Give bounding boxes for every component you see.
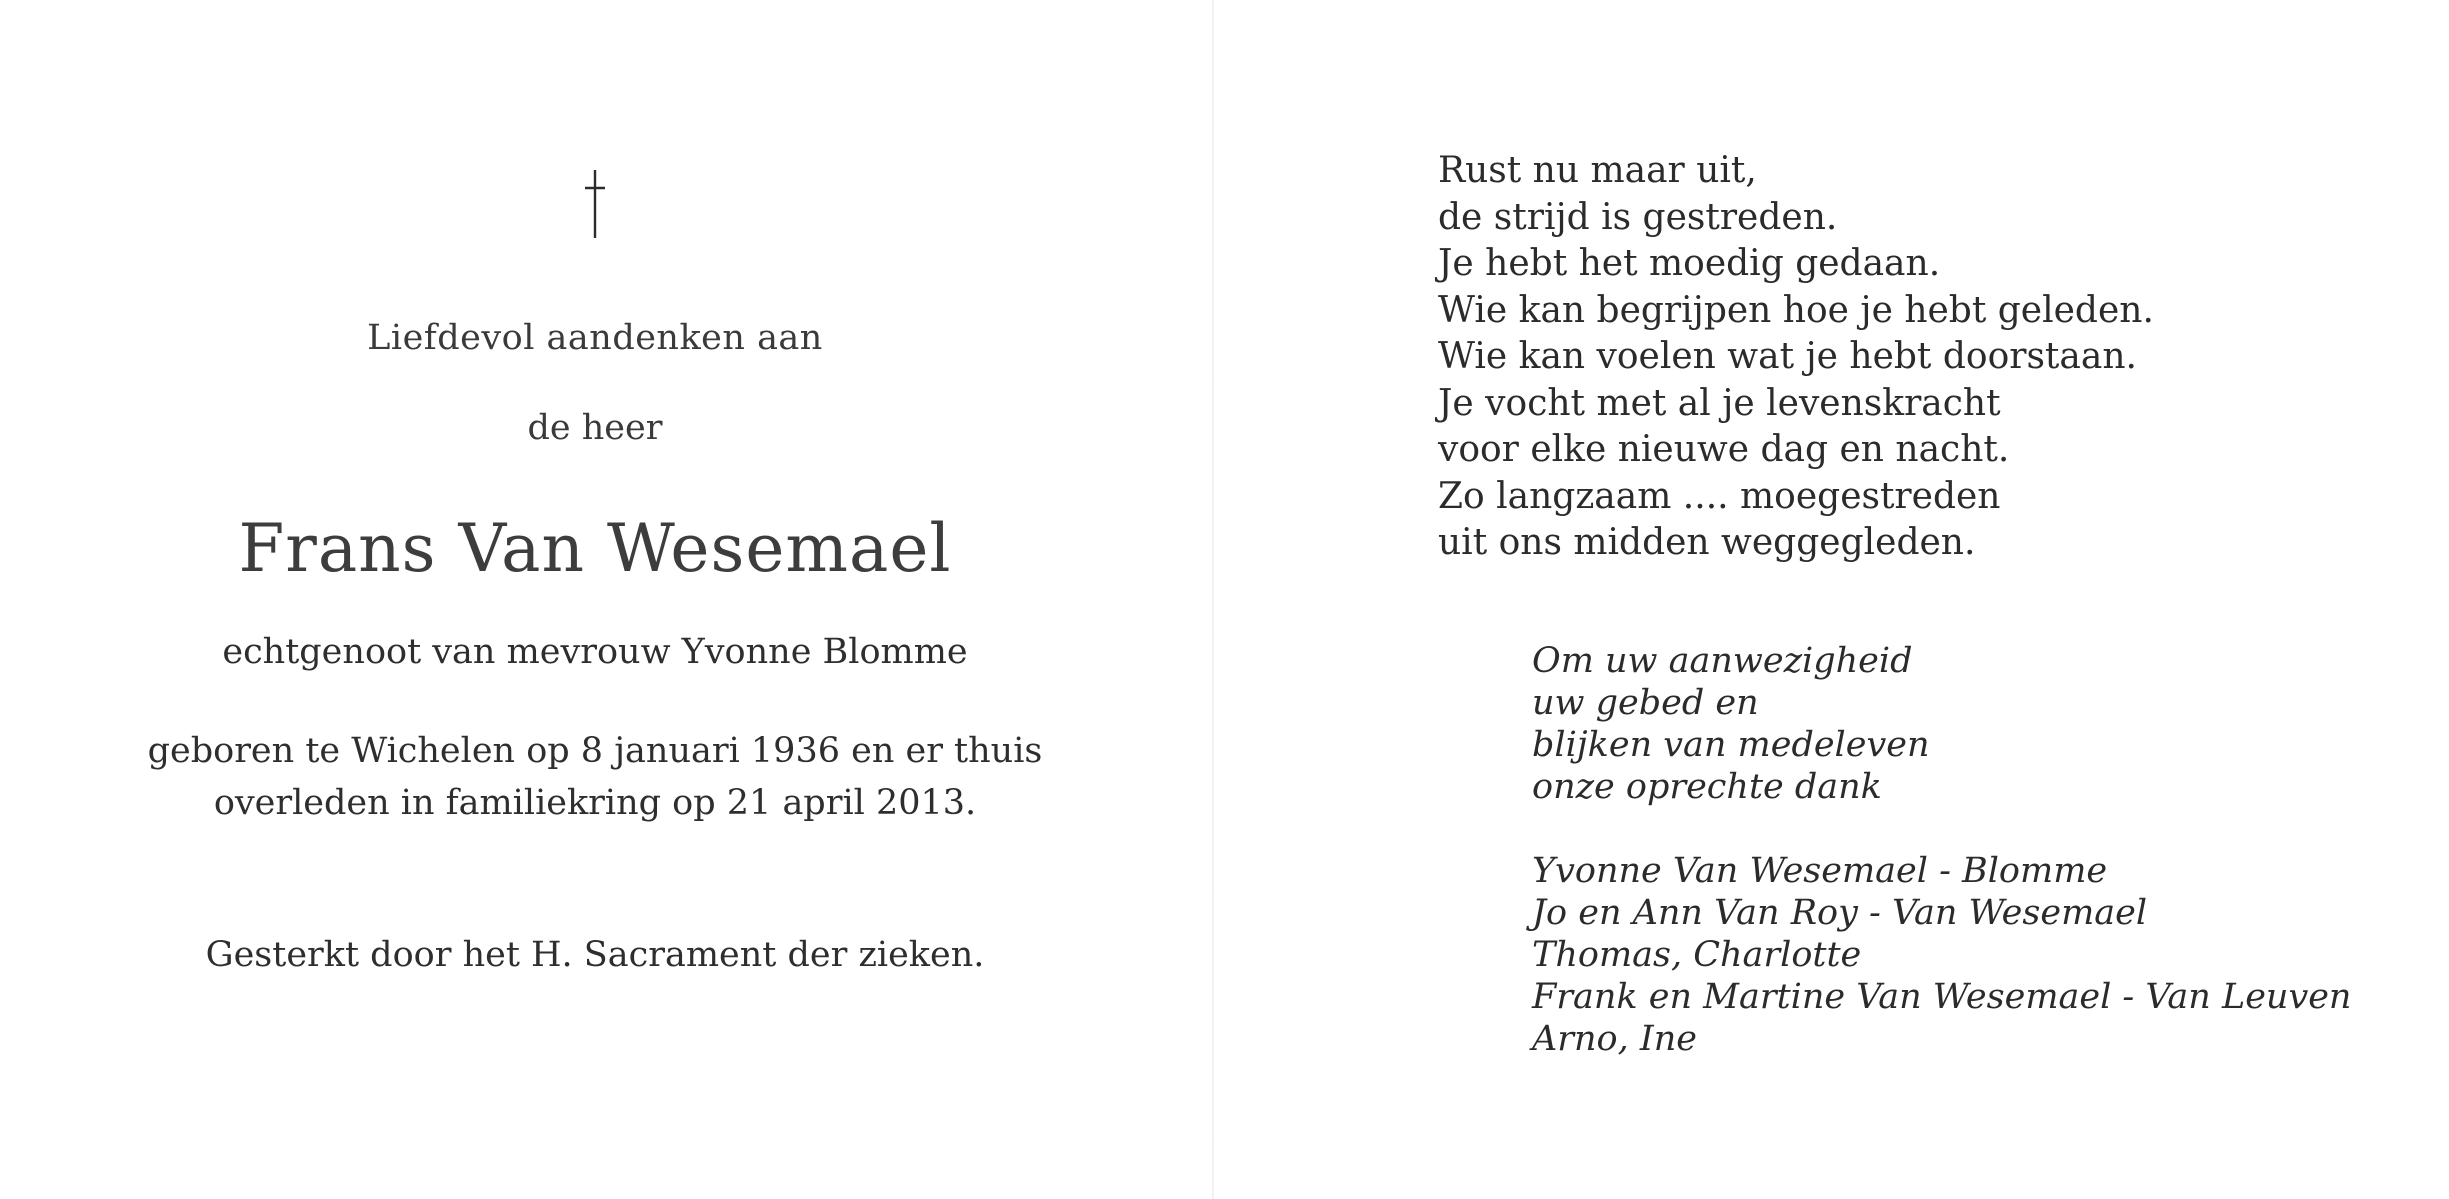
thanks-line: blijken van medeleven — [1532, 725, 1930, 765]
poem-line: Wie kan voelen wat je hebt doorstaan. — [1438, 336, 2137, 377]
poem-line: Rust nu maar uit, — [1438, 150, 1757, 191]
family-line: Thomas, Charlotte — [1532, 935, 1862, 975]
thanks-line: Om uw aanwezigheid — [1532, 641, 1913, 681]
honorific: de heer — [527, 408, 663, 448]
card-fold — [1212, 0, 1214, 1199]
left-panel — [90, 0, 1100, 1199]
poem-line: Zo langzaam .... moegestreden — [1438, 475, 2001, 517]
dates-block — [90, 725, 1100, 829]
birth-line: geboren te Wichelen op 8 januari 1936 en er thuis — [147, 731, 1043, 771]
poem-line: Je vocht met al je levenskracht — [1438, 382, 2001, 424]
poem-line: Je hebt het moedig gedaan. — [1438, 243, 1941, 284]
family-line: Jo en Ann Van Roy - Van Wesemael — [1532, 893, 2148, 933]
poem — [1438, 148, 2154, 567]
spouse-line: echtgenoot van mevrouw Yvonne Blomme — [222, 632, 968, 672]
sacrament-line: Gesterkt door het H. Sacrament der zieken. — [205, 935, 985, 975]
poem-line: Wie kan begrijpen hoe je hebt geleden. — [1438, 289, 2154, 331]
poem-line: voor elke nieuwe dag en nacht. — [1438, 429, 2010, 470]
family-line: Frank en Martine Van Wesemael - Van Leuven — [1532, 977, 2352, 1017]
family-line: Yvonne Van Wesemael - Blomme — [1532, 851, 2108, 891]
family-line: Arno, Ine — [1532, 1019, 1697, 1059]
intro-text: Liefdevol aandenken aan — [367, 318, 823, 358]
deceased-name: Frans Van Wesemael — [238, 510, 952, 587]
cross-icon — [90, 168, 1100, 240]
death-line: overleden in familiekring op 21 april 2013. — [213, 783, 977, 823]
poem-line: uit ons midden weggegleden. — [1438, 522, 1976, 563]
family-block — [1532, 850, 2351, 1060]
thanks-line: uw gebed en — [1532, 683, 1759, 723]
poem-line: de strijd is gestreden. — [1438, 196, 1838, 238]
thanks-block — [1532, 640, 1930, 808]
thanks-line: onze oprechte dank — [1532, 767, 1882, 807]
